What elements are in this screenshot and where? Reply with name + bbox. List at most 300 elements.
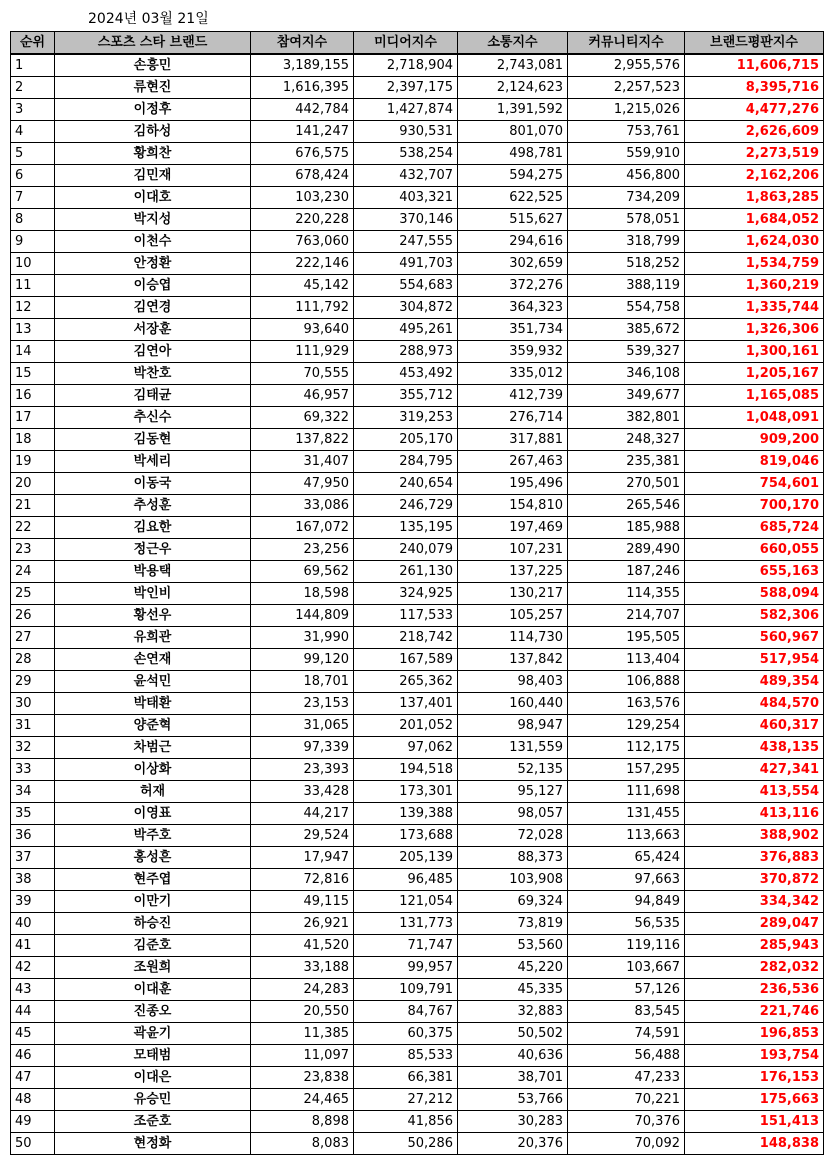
reputation-score-cell: 1,360,219 bbox=[685, 275, 824, 297]
media-cell: 99,957 bbox=[354, 957, 458, 979]
media-cell: 194,518 bbox=[354, 759, 458, 781]
media-cell: 265,362 bbox=[354, 671, 458, 693]
rank-cell: 20 bbox=[11, 473, 55, 495]
table-row bbox=[11, 869, 824, 891]
participation-cell: 111,929 bbox=[251, 341, 354, 363]
communication-cell: 107,231 bbox=[458, 539, 568, 561]
participation-cell: 167,072 bbox=[251, 517, 354, 539]
participation-cell: 47,950 bbox=[251, 473, 354, 495]
community-cell: 734,209 bbox=[568, 187, 685, 209]
reputation-score-cell: 196,853 bbox=[685, 1023, 824, 1045]
reputation-score-cell: 660,055 bbox=[685, 539, 824, 561]
community-cell: 554,758 bbox=[568, 297, 685, 319]
community-cell: 753,761 bbox=[568, 121, 685, 143]
media-cell: 261,130 bbox=[354, 561, 458, 583]
reputation-score-cell: 1,534,759 bbox=[685, 253, 824, 275]
reputation-score-cell: 1,165,085 bbox=[685, 385, 824, 407]
participation-cell: 222,146 bbox=[251, 253, 354, 275]
reputation-score-cell: 1,684,052 bbox=[685, 209, 824, 231]
header-media: 미디어지수 bbox=[354, 32, 458, 55]
table-row bbox=[11, 561, 824, 583]
communication-cell: 130,217 bbox=[458, 583, 568, 605]
reputation-score-cell: 1,205,167 bbox=[685, 363, 824, 385]
media-cell: 247,555 bbox=[354, 231, 458, 253]
table-row bbox=[11, 187, 824, 209]
reputation-score-cell: 560,967 bbox=[685, 627, 824, 649]
media-cell: 288,973 bbox=[354, 341, 458, 363]
participation-cell: 3,189,155 bbox=[251, 54, 354, 77]
participation-cell: 11,385 bbox=[251, 1023, 354, 1045]
brand-name-cell: 손연재 bbox=[55, 649, 251, 671]
rank-cell: 46 bbox=[11, 1045, 55, 1067]
community-cell: 349,677 bbox=[568, 385, 685, 407]
report-date: 2024년 03월 21일 bbox=[88, 11, 209, 27]
rank-cell: 4 bbox=[11, 121, 55, 143]
rank-cell: 3 bbox=[11, 99, 55, 121]
communication-cell: 53,560 bbox=[458, 935, 568, 957]
rank-cell: 33 bbox=[11, 759, 55, 781]
communication-cell: 20,376 bbox=[458, 1133, 568, 1155]
table-row bbox=[11, 165, 824, 187]
brand-name-cell: 이대호 bbox=[55, 187, 251, 209]
header-participation: 참여지수 bbox=[251, 32, 354, 55]
participation-cell: 49,115 bbox=[251, 891, 354, 913]
communication-cell: 594,275 bbox=[458, 165, 568, 187]
table-row bbox=[11, 649, 824, 671]
communication-cell: 317,881 bbox=[458, 429, 568, 451]
community-cell: 129,254 bbox=[568, 715, 685, 737]
media-cell: 453,492 bbox=[354, 363, 458, 385]
table-row bbox=[11, 297, 824, 319]
brand-name-cell: 이대은 bbox=[55, 1067, 251, 1089]
reputation-score-cell: 175,663 bbox=[685, 1089, 824, 1111]
communication-cell: 114,730 bbox=[458, 627, 568, 649]
media-cell: 139,388 bbox=[354, 803, 458, 825]
rank-cell: 45 bbox=[11, 1023, 55, 1045]
participation-cell: 137,822 bbox=[251, 429, 354, 451]
media-cell: 97,062 bbox=[354, 737, 458, 759]
participation-cell: 31,065 bbox=[251, 715, 354, 737]
communication-cell: 30,283 bbox=[458, 1111, 568, 1133]
table-row bbox=[11, 231, 824, 253]
community-cell: 1,215,026 bbox=[568, 99, 685, 121]
community-cell: 2,955,576 bbox=[568, 54, 685, 77]
brand-name-cell: 이정후 bbox=[55, 99, 251, 121]
communication-cell: 50,502 bbox=[458, 1023, 568, 1045]
brand-name-cell: 류현진 bbox=[55, 77, 251, 99]
brand-name-cell: 조준호 bbox=[55, 1111, 251, 1133]
table-row bbox=[11, 627, 824, 649]
rank-cell: 28 bbox=[11, 649, 55, 671]
participation-cell: 29,524 bbox=[251, 825, 354, 847]
rank-cell: 11 bbox=[11, 275, 55, 297]
rank-cell: 47 bbox=[11, 1067, 55, 1089]
table-row bbox=[11, 957, 824, 979]
community-cell: 94,849 bbox=[568, 891, 685, 913]
community-cell: 57,126 bbox=[568, 979, 685, 1001]
community-cell: 195,505 bbox=[568, 627, 685, 649]
table-row bbox=[11, 253, 824, 275]
media-cell: 1,427,874 bbox=[354, 99, 458, 121]
table-row bbox=[11, 935, 824, 957]
brand-name-cell: 박용택 bbox=[55, 561, 251, 583]
community-cell: 70,092 bbox=[568, 1133, 685, 1155]
rank-cell: 25 bbox=[11, 583, 55, 605]
media-cell: 240,654 bbox=[354, 473, 458, 495]
brand-name-cell: 김동현 bbox=[55, 429, 251, 451]
brand-name-cell: 추성훈 bbox=[55, 495, 251, 517]
rank-cell: 19 bbox=[11, 451, 55, 473]
table-row bbox=[11, 979, 824, 1001]
participation-cell: 46,957 bbox=[251, 385, 354, 407]
table-row bbox=[11, 605, 824, 627]
communication-cell: 103,908 bbox=[458, 869, 568, 891]
community-cell: 65,424 bbox=[568, 847, 685, 869]
community-cell: 70,221 bbox=[568, 1089, 685, 1111]
media-cell: 205,170 bbox=[354, 429, 458, 451]
brand-name-cell: 추신수 bbox=[55, 407, 251, 429]
communication-cell: 45,220 bbox=[458, 957, 568, 979]
media-cell: 554,683 bbox=[354, 275, 458, 297]
table-row bbox=[11, 121, 824, 143]
media-cell: 137,401 bbox=[354, 693, 458, 715]
rank-cell: 21 bbox=[11, 495, 55, 517]
table-row bbox=[11, 385, 824, 407]
table-row bbox=[11, 847, 824, 869]
media-cell: 109,791 bbox=[354, 979, 458, 1001]
brand-name-cell: 손흥민 bbox=[55, 54, 251, 77]
communication-cell: 137,842 bbox=[458, 649, 568, 671]
communication-cell: 72,028 bbox=[458, 825, 568, 847]
rank-cell: 1 bbox=[11, 54, 55, 77]
table-row bbox=[11, 583, 824, 605]
media-cell: 201,052 bbox=[354, 715, 458, 737]
media-cell: 50,286 bbox=[354, 1133, 458, 1155]
communication-cell: 131,559 bbox=[458, 737, 568, 759]
brand-name-cell: 박태환 bbox=[55, 693, 251, 715]
brand-name-cell: 양준혁 bbox=[55, 715, 251, 737]
brand-name-cell: 황희찬 bbox=[55, 143, 251, 165]
rank-cell: 17 bbox=[11, 407, 55, 429]
communication-cell: 359,932 bbox=[458, 341, 568, 363]
media-cell: 41,856 bbox=[354, 1111, 458, 1133]
rank-cell: 8 bbox=[11, 209, 55, 231]
communication-cell: 622,525 bbox=[458, 187, 568, 209]
community-cell: 163,576 bbox=[568, 693, 685, 715]
table-row bbox=[11, 759, 824, 781]
communication-cell: 801,070 bbox=[458, 121, 568, 143]
participation-cell: 11,097 bbox=[251, 1045, 354, 1067]
reputation-score-cell: 685,724 bbox=[685, 517, 824, 539]
brand-name-cell: 박주호 bbox=[55, 825, 251, 847]
community-cell: 131,455 bbox=[568, 803, 685, 825]
rank-cell: 24 bbox=[11, 561, 55, 583]
media-cell: 117,533 bbox=[354, 605, 458, 627]
rank-cell: 42 bbox=[11, 957, 55, 979]
communication-cell: 32,883 bbox=[458, 1001, 568, 1023]
participation-cell: 97,339 bbox=[251, 737, 354, 759]
participation-cell: 31,407 bbox=[251, 451, 354, 473]
media-cell: 319,253 bbox=[354, 407, 458, 429]
rank-cell: 12 bbox=[11, 297, 55, 319]
brand-name-cell: 이만기 bbox=[55, 891, 251, 913]
participation-cell: 8,898 bbox=[251, 1111, 354, 1133]
communication-cell: 267,463 bbox=[458, 451, 568, 473]
rank-cell: 5 bbox=[11, 143, 55, 165]
media-cell: 491,703 bbox=[354, 253, 458, 275]
community-cell: 559,910 bbox=[568, 143, 685, 165]
table-row bbox=[11, 209, 824, 231]
community-cell: 385,672 bbox=[568, 319, 685, 341]
communication-cell: 105,257 bbox=[458, 605, 568, 627]
brand-name-cell: 황선우 bbox=[55, 605, 251, 627]
community-cell: 111,698 bbox=[568, 781, 685, 803]
rank-cell: 48 bbox=[11, 1089, 55, 1111]
rank-cell: 22 bbox=[11, 517, 55, 539]
rank-cell: 29 bbox=[11, 671, 55, 693]
media-cell: 930,531 bbox=[354, 121, 458, 143]
participation-cell: 8,083 bbox=[251, 1133, 354, 1155]
header-brand: 스포츠 스타 브랜드 bbox=[55, 32, 251, 55]
table-row bbox=[11, 143, 824, 165]
community-cell: 388,119 bbox=[568, 275, 685, 297]
brand-name-cell: 이상화 bbox=[55, 759, 251, 781]
community-cell: 70,376 bbox=[568, 1111, 685, 1133]
header-rank: 순위 bbox=[11, 32, 55, 55]
communication-cell: 195,496 bbox=[458, 473, 568, 495]
header-row bbox=[11, 32, 824, 55]
reputation-score-cell: 413,116 bbox=[685, 803, 824, 825]
reputation-score-cell: 176,153 bbox=[685, 1067, 824, 1089]
community-cell: 187,246 bbox=[568, 561, 685, 583]
brand-name-cell: 이승엽 bbox=[55, 275, 251, 297]
media-cell: 135,195 bbox=[354, 517, 458, 539]
participation-cell: 69,322 bbox=[251, 407, 354, 429]
rank-cell: 6 bbox=[11, 165, 55, 187]
participation-cell: 442,784 bbox=[251, 99, 354, 121]
community-cell: 112,175 bbox=[568, 737, 685, 759]
community-cell: 56,535 bbox=[568, 913, 685, 935]
participation-cell: 18,598 bbox=[251, 583, 354, 605]
communication-cell: 197,469 bbox=[458, 517, 568, 539]
communication-cell: 98,947 bbox=[458, 715, 568, 737]
brand-name-cell: 유희관 bbox=[55, 627, 251, 649]
rank-cell: 2 bbox=[11, 77, 55, 99]
communication-cell: 2,743,081 bbox=[458, 54, 568, 77]
reputation-score-cell: 151,413 bbox=[685, 1111, 824, 1133]
reputation-score-cell: 754,601 bbox=[685, 473, 824, 495]
community-cell: 157,295 bbox=[568, 759, 685, 781]
community-cell: 346,108 bbox=[568, 363, 685, 385]
rank-cell: 39 bbox=[11, 891, 55, 913]
table-row bbox=[11, 1133, 824, 1155]
media-cell: 370,146 bbox=[354, 209, 458, 231]
reputation-score-cell: 236,536 bbox=[685, 979, 824, 1001]
participation-cell: 676,575 bbox=[251, 143, 354, 165]
reputation-score-cell: 334,342 bbox=[685, 891, 824, 913]
brand-name-cell: 박세리 bbox=[55, 451, 251, 473]
participation-cell: 763,060 bbox=[251, 231, 354, 253]
brand-name-cell: 홍성흔 bbox=[55, 847, 251, 869]
participation-cell: 33,086 bbox=[251, 495, 354, 517]
communication-cell: 98,403 bbox=[458, 671, 568, 693]
table-row bbox=[11, 341, 824, 363]
rank-cell: 40 bbox=[11, 913, 55, 935]
brand-name-cell: 차범근 bbox=[55, 737, 251, 759]
rank-cell: 43 bbox=[11, 979, 55, 1001]
reputation-score-cell: 4,477,276 bbox=[685, 99, 824, 121]
rank-cell: 7 bbox=[11, 187, 55, 209]
participation-cell: 41,520 bbox=[251, 935, 354, 957]
media-cell: 2,397,175 bbox=[354, 77, 458, 99]
brand-name-cell: 현주엽 bbox=[55, 869, 251, 891]
media-cell: 121,054 bbox=[354, 891, 458, 913]
rank-cell: 15 bbox=[11, 363, 55, 385]
table-row bbox=[11, 671, 824, 693]
reputation-score-cell: 655,163 bbox=[685, 561, 824, 583]
reputation-score-cell: 460,317 bbox=[685, 715, 824, 737]
participation-cell: 99,120 bbox=[251, 649, 354, 671]
rank-cell: 10 bbox=[11, 253, 55, 275]
media-cell: 284,795 bbox=[354, 451, 458, 473]
rank-cell: 35 bbox=[11, 803, 55, 825]
reputation-score-cell: 582,306 bbox=[685, 605, 824, 627]
brand-name-cell: 진종오 bbox=[55, 1001, 251, 1023]
table-row bbox=[11, 1045, 824, 1067]
communication-cell: 276,714 bbox=[458, 407, 568, 429]
reputation-score-cell: 489,354 bbox=[685, 671, 824, 693]
header-communication: 소통지수 bbox=[458, 32, 568, 55]
communication-cell: 137,225 bbox=[458, 561, 568, 583]
community-cell: 518,252 bbox=[568, 253, 685, 275]
brand-name-cell: 박찬호 bbox=[55, 363, 251, 385]
reputation-score-cell: 413,554 bbox=[685, 781, 824, 803]
table-row bbox=[11, 891, 824, 913]
participation-cell: 44,217 bbox=[251, 803, 354, 825]
reputation-score-cell: 700,170 bbox=[685, 495, 824, 517]
communication-cell: 160,440 bbox=[458, 693, 568, 715]
community-cell: 119,116 bbox=[568, 935, 685, 957]
rank-cell: 23 bbox=[11, 539, 55, 561]
table-row bbox=[11, 319, 824, 341]
community-cell: 578,051 bbox=[568, 209, 685, 231]
media-cell: 355,712 bbox=[354, 385, 458, 407]
table-row bbox=[11, 737, 824, 759]
header-reputation: 브랜드평판지수 bbox=[685, 32, 824, 55]
brand-name-cell: 박인비 bbox=[55, 583, 251, 605]
brand-name-cell: 이천수 bbox=[55, 231, 251, 253]
rank-cell: 36 bbox=[11, 825, 55, 847]
participation-cell: 17,947 bbox=[251, 847, 354, 869]
communication-cell: 88,373 bbox=[458, 847, 568, 869]
community-cell: 47,233 bbox=[568, 1067, 685, 1089]
participation-cell: 45,142 bbox=[251, 275, 354, 297]
reputation-score-cell: 2,273,519 bbox=[685, 143, 824, 165]
community-cell: 113,663 bbox=[568, 825, 685, 847]
reputation-score-cell: 2,626,609 bbox=[685, 121, 824, 143]
community-cell: 214,707 bbox=[568, 605, 685, 627]
media-cell: 85,533 bbox=[354, 1045, 458, 1067]
table-row bbox=[11, 781, 824, 803]
reputation-score-cell: 11,606,715 bbox=[685, 54, 824, 77]
communication-cell: 412,739 bbox=[458, 385, 568, 407]
brand-name-cell: 김태균 bbox=[55, 385, 251, 407]
table-row bbox=[11, 1067, 824, 1089]
table-row bbox=[11, 275, 824, 297]
rank-cell: 27 bbox=[11, 627, 55, 649]
participation-cell: 678,424 bbox=[251, 165, 354, 187]
community-cell: 74,591 bbox=[568, 1023, 685, 1045]
media-cell: 173,301 bbox=[354, 781, 458, 803]
communication-cell: 45,335 bbox=[458, 979, 568, 1001]
participation-cell: 70,555 bbox=[251, 363, 354, 385]
media-cell: 2,718,904 bbox=[354, 54, 458, 77]
brand-name-cell: 허재 bbox=[55, 781, 251, 803]
rank-cell: 41 bbox=[11, 935, 55, 957]
reputation-score-cell: 370,872 bbox=[685, 869, 824, 891]
brand-name-cell: 김준호 bbox=[55, 935, 251, 957]
media-cell: 84,767 bbox=[354, 1001, 458, 1023]
media-cell: 131,773 bbox=[354, 913, 458, 935]
brand-name-cell: 박지성 bbox=[55, 209, 251, 231]
communication-cell: 498,781 bbox=[458, 143, 568, 165]
communication-cell: 1,391,592 bbox=[458, 99, 568, 121]
participation-cell: 24,465 bbox=[251, 1089, 354, 1111]
brand-name-cell: 김연아 bbox=[55, 341, 251, 363]
table-row bbox=[11, 429, 824, 451]
table-row bbox=[11, 1001, 824, 1023]
communication-cell: 52,135 bbox=[458, 759, 568, 781]
communication-cell: 98,057 bbox=[458, 803, 568, 825]
community-cell: 456,800 bbox=[568, 165, 685, 187]
media-cell: 71,747 bbox=[354, 935, 458, 957]
communication-cell: 364,323 bbox=[458, 297, 568, 319]
table-row bbox=[11, 1089, 824, 1111]
communication-cell: 515,627 bbox=[458, 209, 568, 231]
participation-cell: 33,188 bbox=[251, 957, 354, 979]
table-row bbox=[11, 99, 824, 121]
communication-cell: 372,276 bbox=[458, 275, 568, 297]
reputation-score-cell: 588,094 bbox=[685, 583, 824, 605]
brand-name-cell: 곽윤기 bbox=[55, 1023, 251, 1045]
participation-cell: 18,701 bbox=[251, 671, 354, 693]
rank-cell: 26 bbox=[11, 605, 55, 627]
participation-cell: 26,921 bbox=[251, 913, 354, 935]
table-row bbox=[11, 693, 824, 715]
participation-cell: 24,283 bbox=[251, 979, 354, 1001]
community-cell: 114,355 bbox=[568, 583, 685, 605]
community-cell: 56,488 bbox=[568, 1045, 685, 1067]
community-cell: 113,404 bbox=[568, 649, 685, 671]
community-cell: 97,663 bbox=[568, 869, 685, 891]
media-cell: 205,139 bbox=[354, 847, 458, 869]
brand-name-cell: 이대훈 bbox=[55, 979, 251, 1001]
rank-cell: 13 bbox=[11, 319, 55, 341]
reputation-score-cell: 1,300,161 bbox=[685, 341, 824, 363]
brand-name-cell: 김요한 bbox=[55, 517, 251, 539]
community-cell: 318,799 bbox=[568, 231, 685, 253]
participation-cell: 141,247 bbox=[251, 121, 354, 143]
reputation-score-cell: 8,395,716 bbox=[685, 77, 824, 99]
reputation-score-cell: 1,048,091 bbox=[685, 407, 824, 429]
participation-cell: 23,393 bbox=[251, 759, 354, 781]
participation-cell: 144,809 bbox=[251, 605, 354, 627]
participation-cell: 31,990 bbox=[251, 627, 354, 649]
media-cell: 66,381 bbox=[354, 1067, 458, 1089]
communication-cell: 38,701 bbox=[458, 1067, 568, 1089]
brand-name-cell: 현정화 bbox=[55, 1133, 251, 1155]
rank-cell: 49 bbox=[11, 1111, 55, 1133]
